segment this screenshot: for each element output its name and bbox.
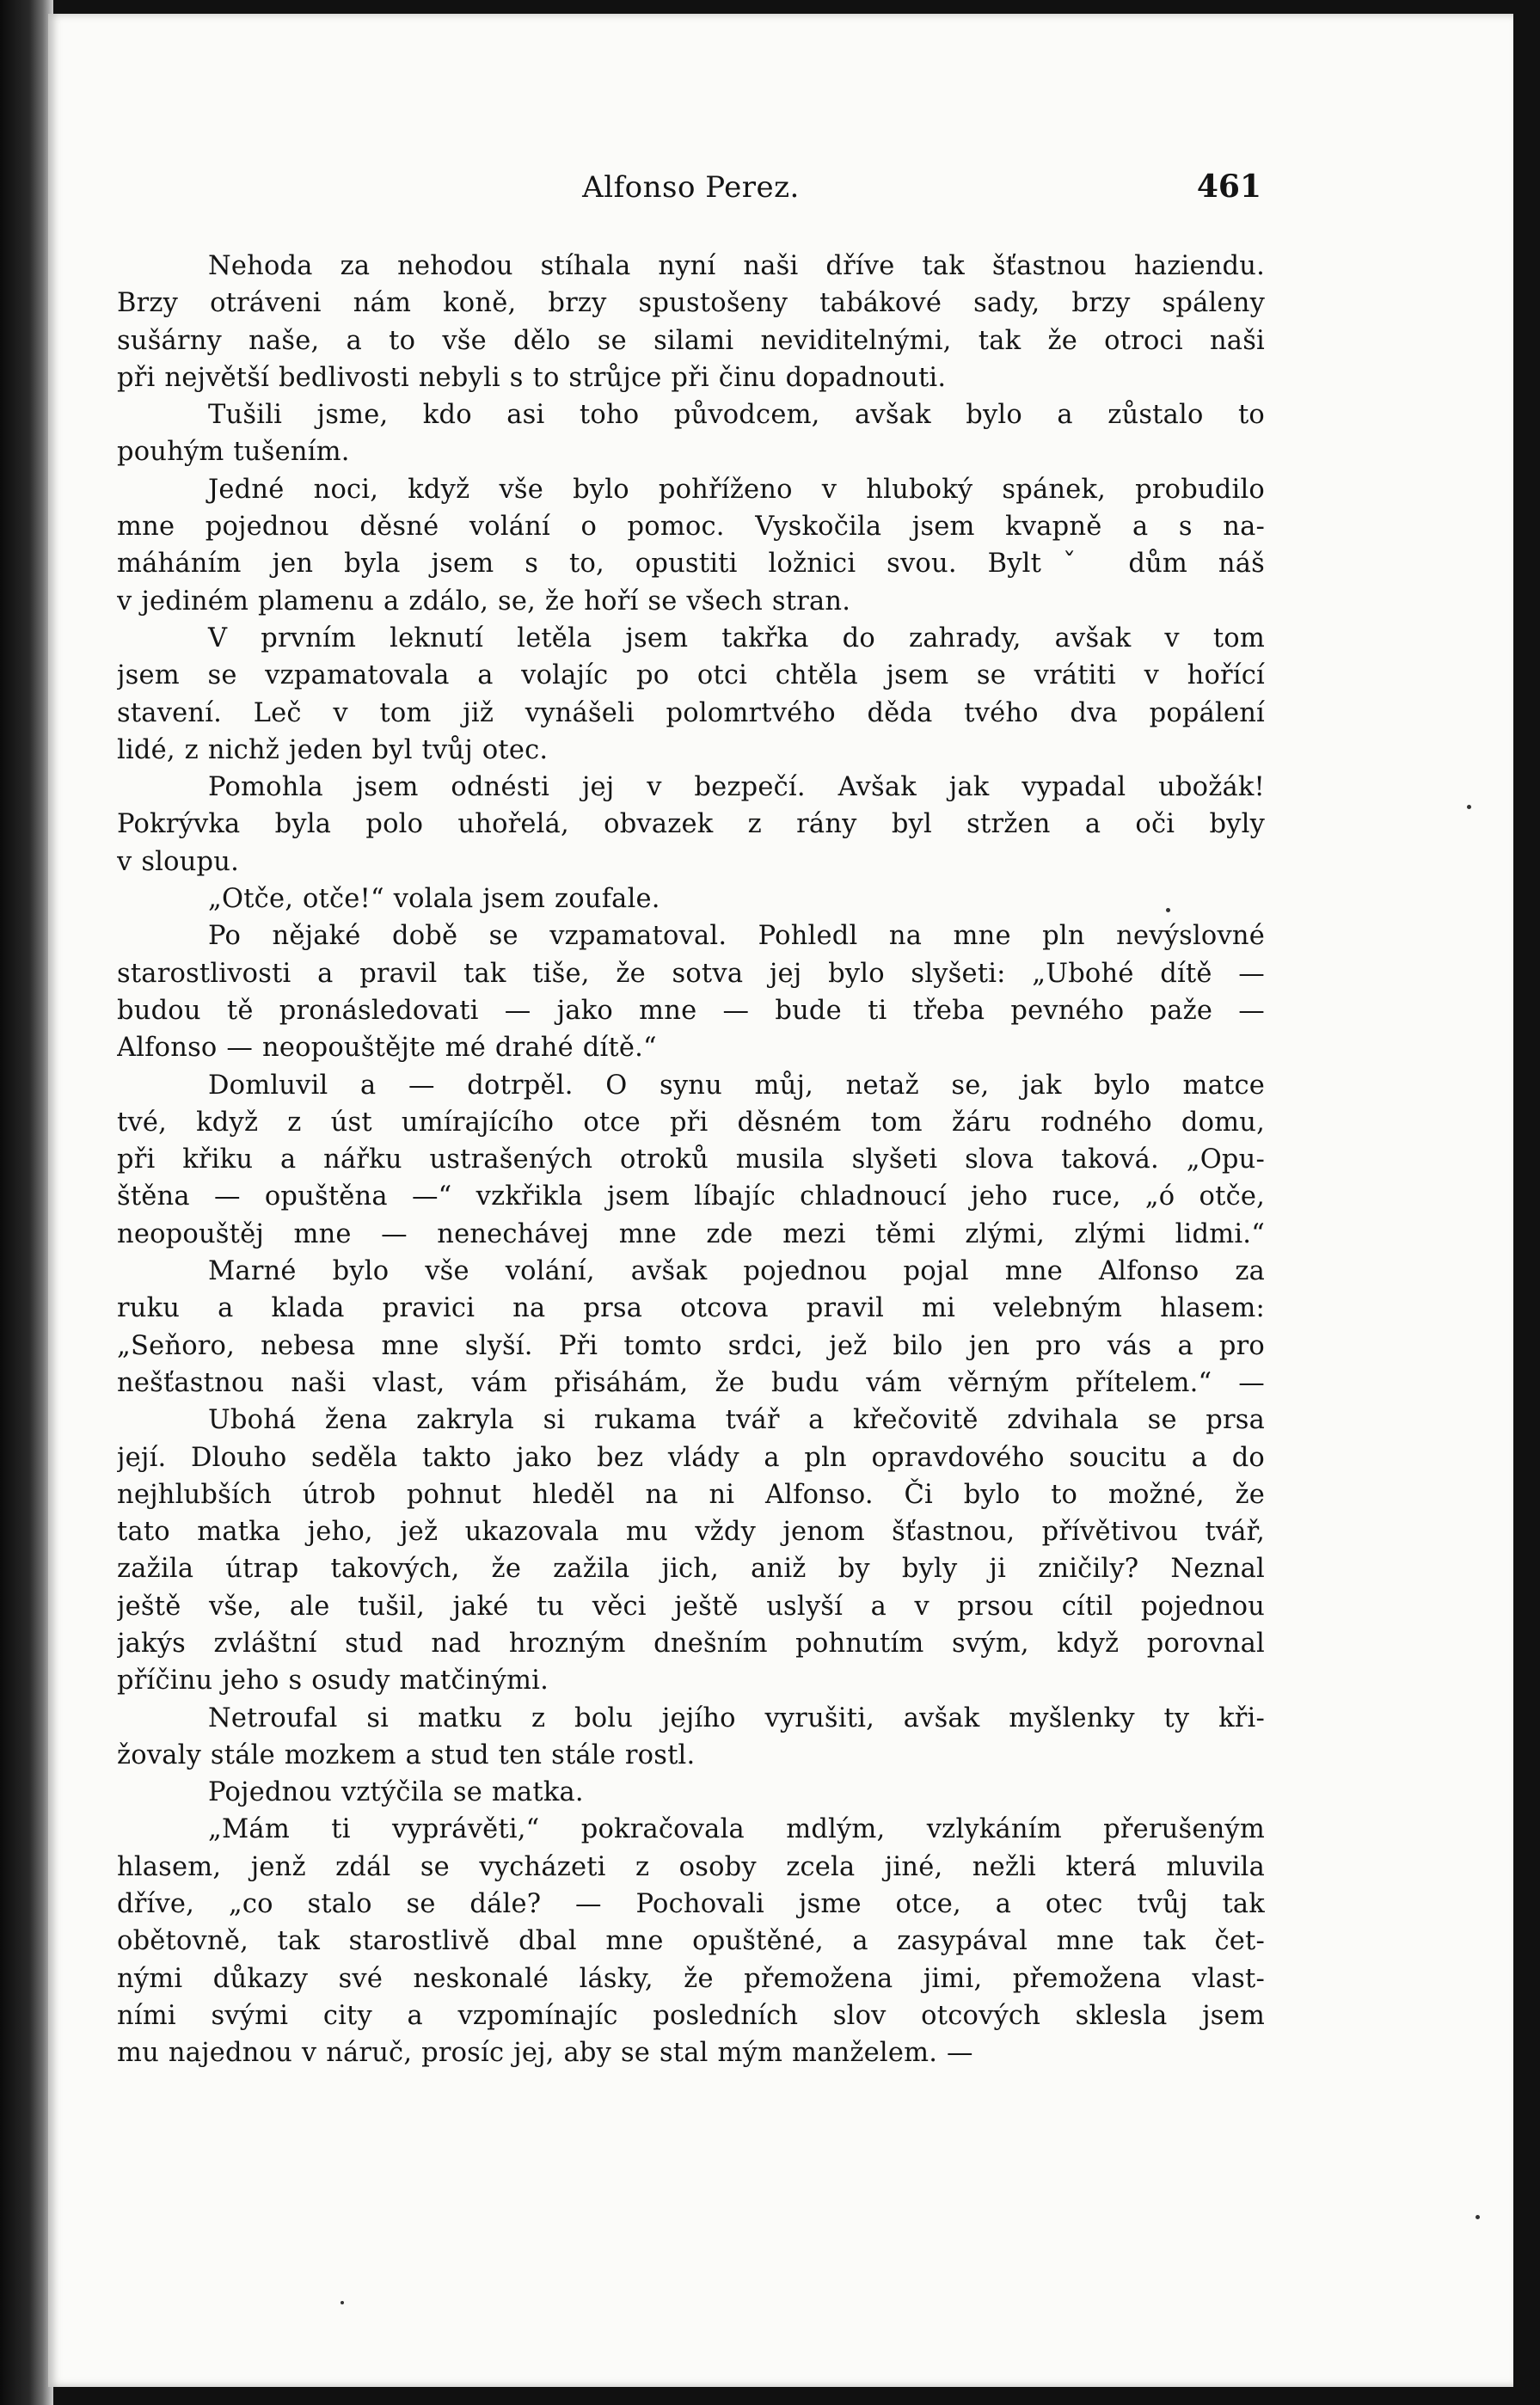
text-line: v sloupu.: [117, 846, 240, 877]
text-line: „Seňoro, nebesa mne slyší. Při tomto srdci, jež bilo jen pro vás a pro: [117, 1330, 1265, 1361]
text-line: ními svými city a vzpomínajíc posledních slov otcových sklesla jsem: [117, 2000, 1265, 2031]
text-line: obětovně, tak starostlivě dbal mne opuštěné, a zasypával mne tak čet-: [117, 1926, 1265, 1957]
text-line: tvé, když z úst umírajícího otce při děsném tom žáru rodného domu,: [117, 1107, 1265, 1138]
text-line: Jedné noci, když vše bylo pohříženo v hluboký spánek, probudilo: [208, 474, 1265, 505]
text-line: pouhým tušením.: [117, 437, 350, 468]
text-line: Brzy otráveni nám koně, brzy spustošeny tabákové sady, brzy spáleny: [117, 288, 1265, 319]
text-line: starostlivosti a pravil tak tiše, že sotva jej bylo slyšeti: „Ubohé dítě —: [117, 958, 1265, 989]
text-line: sušárny naše, a to vše dělo se silami neviditelnými, tak že otroci naši: [117, 325, 1265, 356]
text-line: při největší bedlivosti nebyli s to strůjce při činu dopadnouti.: [117, 362, 947, 393]
text-line: V prvním leknutí letěla jsem takřka do zahrady, avšak v tom: [208, 623, 1265, 653]
text-line: Pokrývka byla polo uhořelá, obvazek z rány byl stržen a oči byly: [117, 809, 1265, 840]
text-line: příčinu jeho s osudy matčinými.: [117, 1666, 549, 1696]
book-binding-shadow: [0, 0, 53, 2405]
text-line: při křiku a nářku ustrašených otroků musila slyšeti slova taková. „Opu-: [117, 1144, 1265, 1175]
paper-speck: [1467, 805, 1471, 809]
text-line: štěna — opuštěna —“ vzkřikla jsem líbajíc chladnoucí jeho ruce, „ó otče,: [117, 1181, 1265, 1212]
text-line: neopouštěj mne — nenechávej mne zde mezi těmi zlými, zlými lidmi.“: [117, 1218, 1265, 1249]
paper-speck: [341, 2301, 344, 2304]
text-line: nešťastnou naši vlast, vám přisáhám, že budu vám věrným přítelem.“ —: [117, 1367, 1265, 1398]
text-line: Marné bylo vše volání, avšak pojednou pojal mne Alfonso za: [208, 1256, 1265, 1287]
text-line: ruku a klada pravici na prsa otcova pravil mi velebným hlasem:: [117, 1293, 1265, 1324]
text-line: Nehoda za nehodou stíhala nyní naši dříve tak šťastnou haziendu.: [208, 251, 1265, 281]
text-line: žovaly stále mozkem a stud ten stále rostl.: [117, 1739, 696, 1770]
text-line: Tušili jsme, kdo asi toho původcem, avšak bylo a zůstalo to: [208, 400, 1265, 431]
text-line: dříve, „co stalo se dále? — Pochovali jsme otce, a otec tvůj tak: [117, 1889, 1265, 1920]
body-text: [117, 248, 1265, 2072]
text-line: „Otče, otče!“ volala jsem zoufale.: [208, 884, 660, 915]
text-line: Alfonso — neopouštějte mé drahé dítě.“: [117, 1033, 657, 1064]
paper-speck: [1476, 2215, 1480, 2219]
page-number: 461: [1196, 169, 1261, 205]
text-line: v jediném plamenu a zdálo, se, že hoří se všech stran.: [117, 586, 851, 617]
text-line: nejhlubších útrob pohnut hleděl na ni Alfonso. Či bylo to možné, že: [117, 1479, 1265, 1510]
text-line: ještě vše, ale tušil, jaké tu věci ještě uslyší a v prsou cítil pojednou: [117, 1591, 1265, 1622]
text-line: její. Dlouho seděla takto jako bez vlády a pln opravdového soucitu a do: [117, 1442, 1265, 1473]
text-line: Netroufal si matku z bolu jejího vyrušiti, avšak myšlenky ty kři-: [208, 1703, 1265, 1733]
running-title: Alfonso Perez.: [582, 170, 800, 205]
text-line: Po nějaké době se vzpamatoval. Pohledl na mne pln nevýslovné: [208, 921, 1265, 952]
text-line: jakýs zvláštní stud nad hrozným dnešním pohnutím svým, když porovnal: [117, 1628, 1265, 1659]
text-line: hlasem, jenž zdál se vycházeti z osoby zcela jiné, nežli která mluvila: [117, 1851, 1265, 1882]
text-line: lidé, z nichž jeden byl tvůj otec.: [117, 734, 549, 765]
text-line: mu najednou v náruč, prosíc jej, aby se stal mým manželem. —: [117, 2038, 973, 2069]
text-line: Pomohla jsem odnésti jej v bezpečí. Avšak jak vypadal ubožák!: [208, 772, 1265, 803]
text-line: zažila útrap takových, že zažila jich, aniž by byly ji zničily? Neznal: [117, 1554, 1265, 1585]
text-line: Ubohá žena zakryla si rukama tvář a křečovitě zdvihala se prsa: [208, 1405, 1265, 1436]
text-line: nými důkazy své neskonalé lásky, že přemožena jimi, přemožena vlast-: [117, 1963, 1265, 1994]
text-line: Pojednou vztýčila se matka.: [208, 1777, 584, 1808]
text-line: máháním jen byla jsem s to, opustiti ložnici svou. Byltˇ dům náš: [117, 549, 1265, 580]
text-line: Domluvil a — dotrpěl. O synu můj, netaž se, jak bylo matce: [208, 1070, 1265, 1101]
text-line: jsem se vzpamatovala a volajíc po otci chtěla jsem se vrátiti v hořící: [117, 660, 1265, 691]
text-line: „Mám ti vyprávěti,“ pokračovala mdlým, vzlykáním přerušeným: [208, 1814, 1265, 1845]
text-line: stavení. Leč v tom již vynášeli polomrtvého děda tvého dva popálení: [117, 697, 1265, 728]
text-line: mne pojednou děsné volání o pomoc. Vyskočila jsem kvapně a s na-: [117, 512, 1265, 543]
text-line: budou tě pronásledovati — jako mne — bude ti třeba pevného paže —: [117, 995, 1265, 1026]
running-head: [120, 165, 1261, 225]
text-line: tato matka jeho, jež ukazovala mu vždy jenom šťastnou, přívětivou tvář,: [117, 1517, 1265, 1548]
